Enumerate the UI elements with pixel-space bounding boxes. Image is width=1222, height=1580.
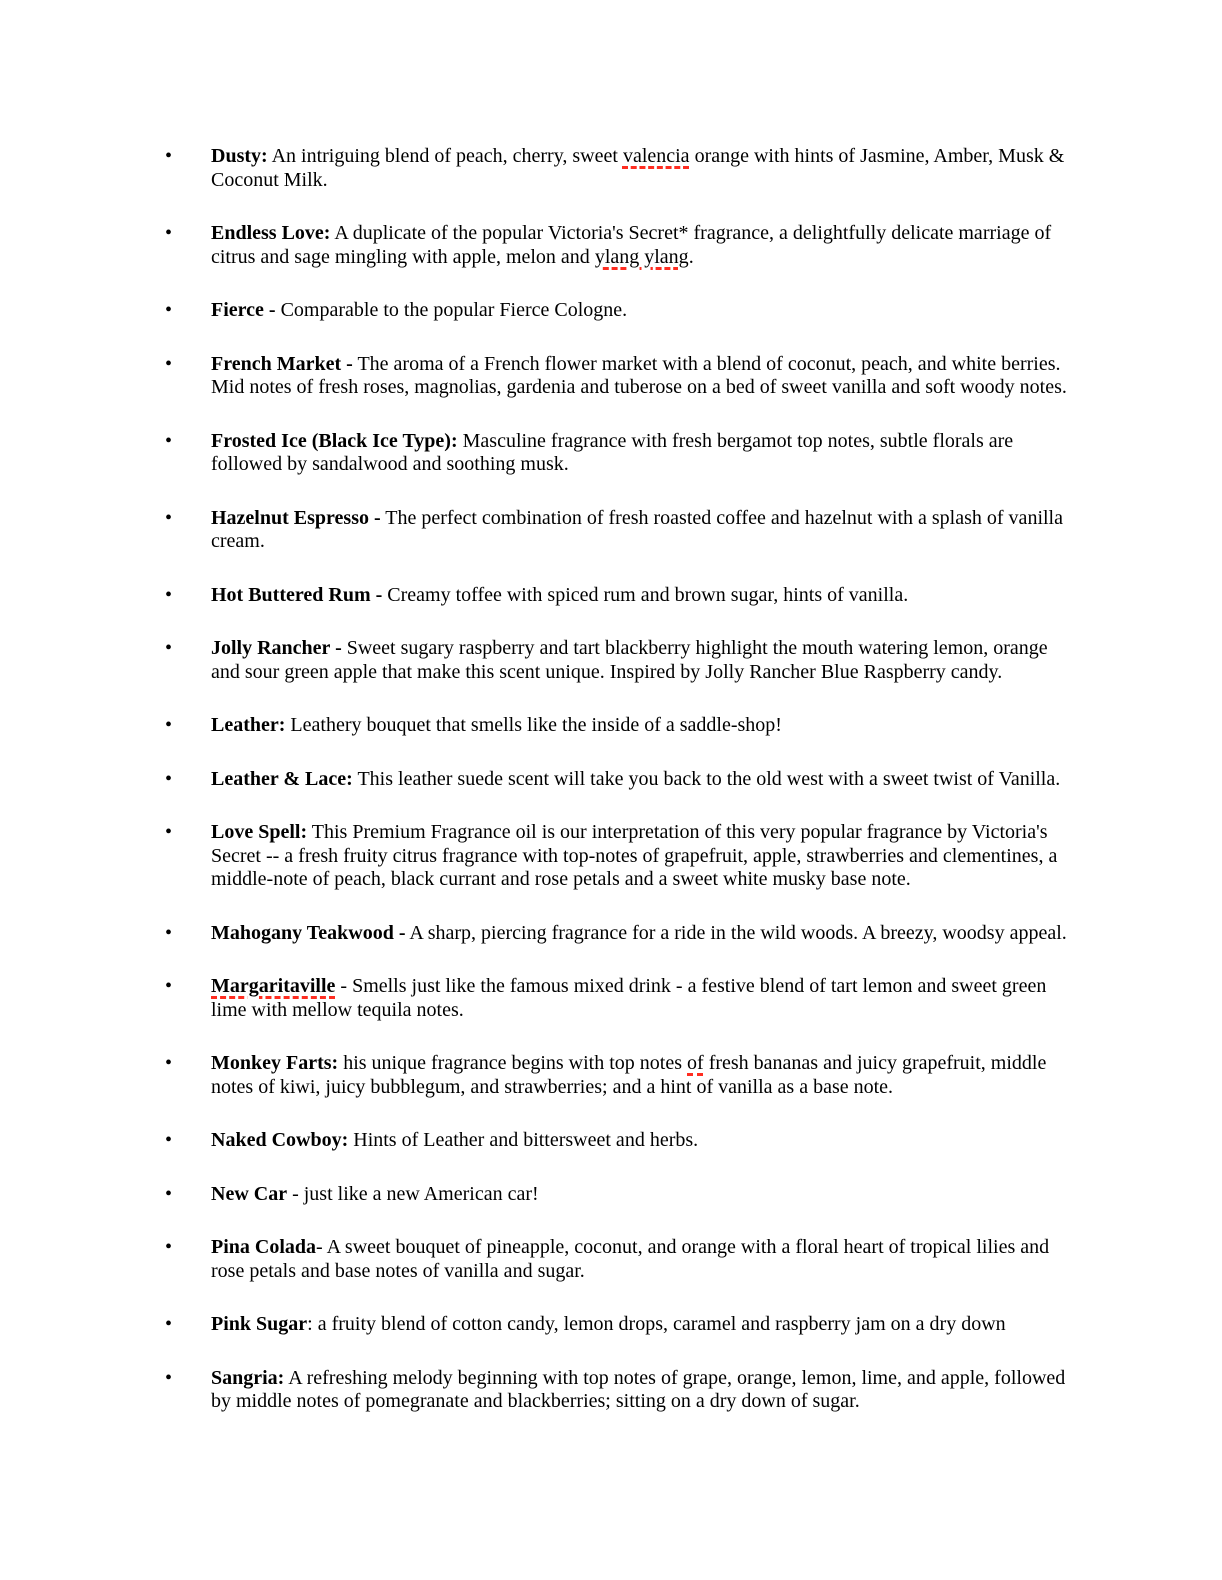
fragrance-name: French Market - (211, 352, 353, 375)
list-item (165, 921, 1067, 946)
fragrance-name: Leather & Lace: (211, 767, 353, 790)
bullet-icon: • (165, 222, 173, 244)
item-text (211, 637, 1048, 683)
description-text: The perfect combination of fresh roasted coffee and hazelnut with a splash of vanilla cream. (211, 506, 1063, 552)
bullet-icon: • (165, 429, 173, 452)
list-item (165, 637, 1067, 684)
bullet-icon: • (165, 299, 173, 321)
bullet-icon: • (165, 767, 173, 790)
misspelled-word: ylang ylang (594, 245, 689, 268)
misspelled-word: of (687, 1052, 704, 1074)
bullet-icon: • (165, 1366, 173, 1389)
item-text (211, 222, 1051, 268)
item-text (211, 922, 1067, 944)
description-text: his unique fragrance begins with top notes (338, 1052, 688, 1074)
description-text: fresh bananas and juicy grapefruit, middle notes of kiwi, juicy bubblegum, and strawberries; and a hint of vanilla as a base note. (211, 1052, 1047, 1098)
item-text (211, 1313, 1006, 1335)
fragrance-name: Leather: (211, 714, 286, 736)
list-item (165, 767, 1067, 792)
fragrance-name: Monkey Farts: (211, 1052, 339, 1074)
bullet-icon: • (165, 1182, 173, 1205)
list-item (165, 975, 1067, 1022)
list-item (165, 1129, 1067, 1153)
fragrance-name: Jolly Rancher - (211, 637, 342, 659)
item-text (211, 145, 1064, 191)
description-text: Sweet sugary raspberry and tart blackberry highlight the mouth watering lemon, orange and sour green apple that make this scent unique. Inspired by Jolly Rancher Blue Raspberry candy. (211, 637, 1048, 683)
description-text: - just like a new American car! (287, 1182, 539, 1205)
fragrance-name: Fierce - (211, 299, 276, 321)
bullet-icon: • (165, 821, 173, 843)
bullet-icon: • (165, 714, 173, 736)
list-item (165, 352, 1067, 400)
description-text: A sharp, piercing fragrance for a ride in the wild woods. A breezy, woodsy appeal. (405, 921, 1067, 944)
fragrance-list (165, 145, 1067, 1444)
description-text: : a fruity blend of cotton candy, lemon drops, caramel and raspberry jam on a dry down (307, 1313, 1006, 1335)
item-text (211, 1183, 539, 1205)
list-item (165, 429, 1067, 477)
list-item (165, 222, 1067, 269)
bullet-icon: • (165, 506, 173, 529)
description-text: This leather suede scent will take you back to the old west with a sweet twist of Vanilla. (352, 767, 1061, 790)
fragrance-name: Pina Colada (211, 1236, 317, 1258)
fragrance-name: Love Spell: (211, 821, 308, 843)
item-text (211, 1367, 1065, 1413)
fragrance-name: Margaritaville (211, 975, 336, 997)
bullet-icon: • (165, 1129, 173, 1151)
item-text (211, 507, 1063, 553)
fragrance-name: Sangria: (211, 1366, 285, 1389)
fragrance-name: Frosted Ice (Black Ice Type): (211, 429, 458, 452)
fragrance-name: Pink Sugar (211, 1313, 308, 1335)
item-text (211, 430, 1013, 476)
description-text: A refreshing melody beginning with top notes of grape, orange, lemon, lime, and apple, followed by middle notes of pomegranate and blackberries; sitting on a dry down of sugar. (211, 1366, 1066, 1412)
bullet-icon: • (165, 352, 173, 375)
fragrance-name: Dusty: (211, 145, 268, 167)
list-item (165, 821, 1067, 892)
list-item (165, 1236, 1067, 1283)
bullet-icon: • (165, 1052, 173, 1074)
description-text: Creamy toffee with spiced rum and brown sugar, hints of vanilla. (382, 583, 909, 606)
item-text (211, 821, 1057, 890)
fragrance-name: Endless Love: (211, 222, 331, 244)
list-item (165, 1182, 1067, 1207)
description-text: - A sweet bouquet of pineapple, coconut, and orange with a floral heart of tropical lilies and rose petals and base notes of vanilla and sugar. (211, 1236, 1050, 1282)
bullet-icon: • (165, 583, 173, 606)
list-item (165, 583, 1067, 608)
bullet-icon: • (165, 975, 173, 997)
bullet-icon: • (165, 921, 173, 944)
item-text (211, 1052, 1046, 1098)
item-text (211, 299, 627, 321)
fragrance-name: Hot Buttered Rum - (211, 583, 383, 606)
description-text: orange with hints of Jasmine, Amber, Musk & Coconut Milk. (211, 145, 1065, 191)
list-item (165, 1313, 1067, 1337)
bullet-icon: • (165, 1313, 173, 1335)
misspelled-word: valencia (622, 145, 690, 167)
fragrance-name: Mahogany Teakwood - (211, 921, 406, 944)
item-text (211, 975, 1046, 1021)
description-text: The aroma of a French flower market with a blend of coconut, peach, and white berries. Mid notes of fresh roses, magnolias, gardenia and tuberose on a bed of sweet vanilla and soft woody notes. (211, 352, 1067, 398)
description-text: . (688, 245, 694, 268)
list-item (165, 145, 1067, 192)
item-text (211, 353, 1067, 399)
description-text: Leathery bouquet that smells like the inside of a saddle-shop! (285, 714, 782, 736)
list-item (165, 299, 1067, 323)
item-text (211, 584, 908, 606)
item-text (211, 714, 782, 736)
list-item (165, 1366, 1067, 1414)
item-text (211, 1236, 1049, 1282)
bullet-icon: • (165, 637, 173, 659)
description-text: - Smells just like the famous mixed drink - a festive blend of tart lemon and sweet green lime with mellow tequila notes. (211, 975, 1047, 1021)
description-text: This Premium Fragrance oil is our interpretation of this very popular fragrance by Victoria's Secret -- a fresh fruity citrus fragrance with top-notes of grapefruit, apple, strawberries and clementines, a middle-note of peach, black currant and rose petals and a sweet white musky base note. (211, 821, 1058, 890)
description-text: Hints of Leather and bittersweet and herbs. (348, 1129, 699, 1151)
fragrance-name: Naked Cowboy: (211, 1129, 349, 1151)
description-text: Masculine fragrance with fresh bergamot top notes, subtle florals are followed by sandalwood and soothing musk. (211, 429, 1014, 475)
list-item (165, 1052, 1067, 1099)
description-text: A duplicate of the popular Victoria's Secret* fragrance, a delightfully delicate marriage of citrus and sage mingling with apple, melon and (211, 222, 1052, 268)
item-text (211, 768, 1060, 790)
description-text: Comparable to the popular Fierce Cologne. (275, 299, 628, 321)
fragrance-name: Hazelnut Espresso - (211, 506, 381, 529)
bullet-icon: • (165, 145, 173, 167)
description-text: An intriguing blend of peach, cherry, sweet (267, 145, 623, 167)
list-item (165, 714, 1067, 738)
fragrance-name: New Car (211, 1182, 288, 1205)
item-text (211, 1129, 698, 1151)
list-item (165, 506, 1067, 554)
bullet-icon: • (165, 1236, 173, 1258)
